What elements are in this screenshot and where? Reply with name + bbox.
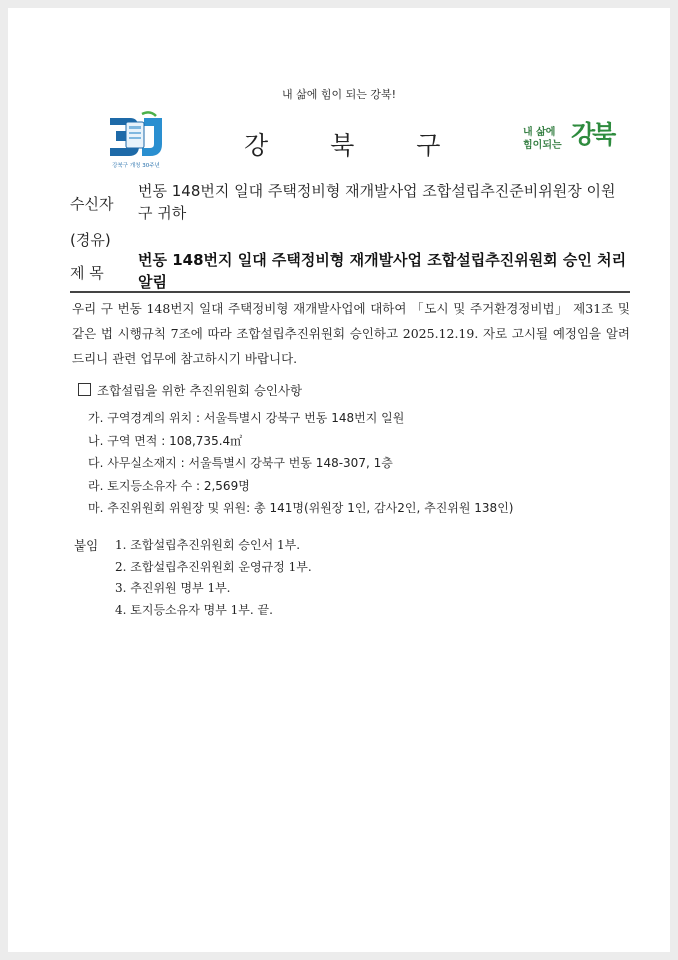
document-page xyxy=(8,8,670,952)
attachment-item: 3. 추진위원 명부 1부. xyxy=(115,581,231,595)
subject-text: 번동 148번지 일대 주택정비형 재개발사업 조합설립추진위원회 승인 처리 알림 xyxy=(138,251,627,291)
anniversary-logo-caption: 강북구 개청 30주년 xyxy=(112,163,160,169)
slogan-logo-line1: 내 삶에 xyxy=(523,127,556,138)
header-slogan: 내 삶에 힘이 되는 강북! xyxy=(281,88,397,101)
checkbox-icon xyxy=(78,383,91,396)
header-divider xyxy=(70,291,630,293)
section-title-text: 조합설립을 위한 추진위원회 승인사항 xyxy=(97,383,303,398)
attachments-list xyxy=(115,535,312,621)
attachment-item: 1. 조합설립추진위원회 승인서 1부. xyxy=(115,538,301,552)
list-item: 가. 구역경계의 위치 : 서울특별시 강북구 번동 148번지 일원 xyxy=(88,411,405,425)
recipient-text: 번동 148번지 일대 주택정비형 재개발사업 조합설립추진준비위원장 이원구 귀하 xyxy=(138,182,616,222)
list-item: 다. 사무실소재지 : 서울특별시 강북구 번동 148-307, 1층 xyxy=(88,456,393,470)
list-item: 마. 추진위원회 위원장 및 위원: 총 141명(위원장 1인, 감사2인, 추진위원 138인) xyxy=(88,501,514,515)
via-label: (경유) xyxy=(70,231,111,249)
slogan-logo-line2: 힘이되는 xyxy=(523,140,562,151)
attachment-item: 2. 조합설립추진위원회 운영규정 1부. xyxy=(115,559,312,574)
approval-items-list xyxy=(88,407,513,520)
recipient-label: 수신자 xyxy=(70,195,114,213)
slogan-logo xyxy=(523,120,619,158)
slogan-logo-word: 강북 xyxy=(571,120,614,149)
list-item: 라. 토지등소유자 수 : 2,569명 xyxy=(88,478,250,493)
list-item: 나. 구역 면적 : 108,735.4㎡ xyxy=(88,433,243,448)
subject-label: 제 목 xyxy=(70,264,104,282)
section-title xyxy=(78,381,302,399)
attachment-item: 4. 토지등소유자 명부 1부. 끝. xyxy=(115,602,273,617)
agency-title: 강북구 xyxy=(244,131,503,160)
body-paragraph: 우리 구 번동 148번지 일대 주택정비형 재개발사업에 대하여 「도시 및 주거환경정비법」 제31조 및 같은 법 시행규칙 7조에 따라 조합설립추진위원회 승인하고 2025.12.19. 자로 고시될 예정임을 알려드리니 관련 업무에 참고하시기 바랍니다. xyxy=(72,301,630,366)
attachments-label: 붙임 xyxy=(74,538,99,553)
